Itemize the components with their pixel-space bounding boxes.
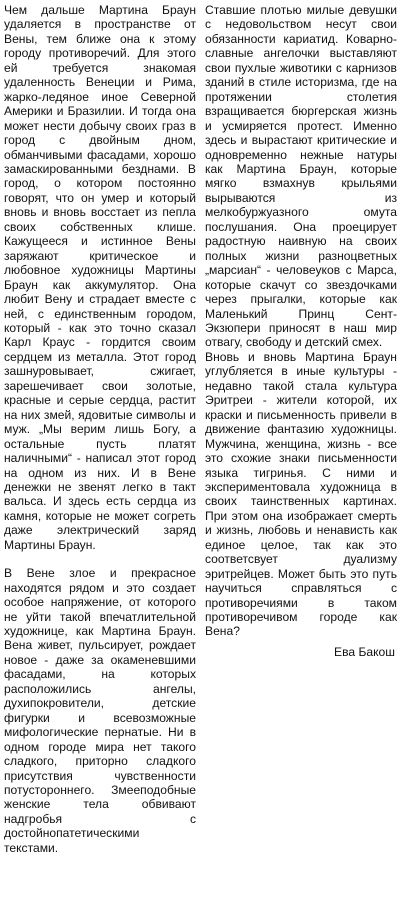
right-column	[205, 3, 397, 914]
left-column	[4, 3, 196, 914]
paragraph-left-1: Чем дальше Мартина Браун удаляется в пространстве от Вены, тем ближе она к этому городу противоречий. Для этого ей требуется знакомая удаленность Венеции и Рима, жарко-ледяное иное Северной Америки и Бразилии. И тогда она может нести добычу своих граз в город с двойным дном, обманчивыми фасадами, хорошо замаскированными безднами. В город, о котором постоянно говорят, что он умер и который вновь и вновь восстает из пепла своих собственных клише. Кажущееся и истинное Вены заряжают критическое и любовное художницы Мартины Браун как аккумулятор. Она любит Вену и страдает вместе с ней, с единственным городом, который - как это точно сказал Карл Краус - гордится своим сердцем из металла. Этот город зашнуровывает, сжигает, зарешечивает свои золотые, красные и серые сердца, растит на них змей, ядовитые символы и муж. „Мы верим лишь Богу, а остальные пусть платят наличными“ - написал этот город на одном из них. И в Вене денежки не звенят легко в такт вальса. И здесь есть сердца из камня, которые не может согреть даже электрический заряд Мартины Браун.	[4, 3, 196, 552]
paragraph-right-1: Ставшие плотью милые девушки с недовольством несут свои обязанности кариатид. Коварно-славные ангелочки выставляют свои пухлые животики с карнизов зданий в стиле историзма, где на протяжении столетия взращивается бюргерская жизнь и усмиряется протест. Именно здесь и вырастают критические и одновременно нежные натуры как Мартина Браун, которые мягко взмахнув крыльями вырываются из мелкобуржуазного омута послушания. Она проецирует радостную наивную на своих полных жизни разноцветных „марсиан“ - человеуков с Марса, которые скачут со звездочками через прыгалки, которые как Маленький Принц Сент-Экзюпери приносят в наш мир отвагу, свободу и детский смех.	[205, 3, 397, 350]
paragraph-left-2: В Вене злое и прекрасное находятся рядом и это создает особое напряжение, от которого не уйти такой впечатлительной художнице, как Мартина Браун. Вена живет, пульсирует, рождает новое - даже за окаменевшими фасадами, на которых расположились ангелы, духипокровители, детские фигурки и всевозможные мифологические пернатые. Ни в одном городе мира нет такого сладкого, приторно сладкого присутствия чувственности потустороннего. Змееподобные женские тела обвивают надгробья с достойнопатетическими текстами.	[4, 566, 196, 855]
author-signature: Ева Бакош	[334, 644, 395, 659]
paragraph-right-2: Вновь и вновь Мартина Браун углубляется в иные культуры - недавно такой стала культура Эритреи - жители которой, их краски и письменность привели в движение фантазию художницы. Мужчина, женщина, жизнь - все это схожие знаки письменности языка тигринья. С ними и экспериментовала художница в своих таинственных картинах. При этом она изображает смерть и жизнь, любовь и ненависть как единое целое, так как это соответсвует дуализму эритрейцев. Может быть это путь научиться справляться с противоречиями в таком противоречивом городе как Вена?	[205, 349, 397, 639]
